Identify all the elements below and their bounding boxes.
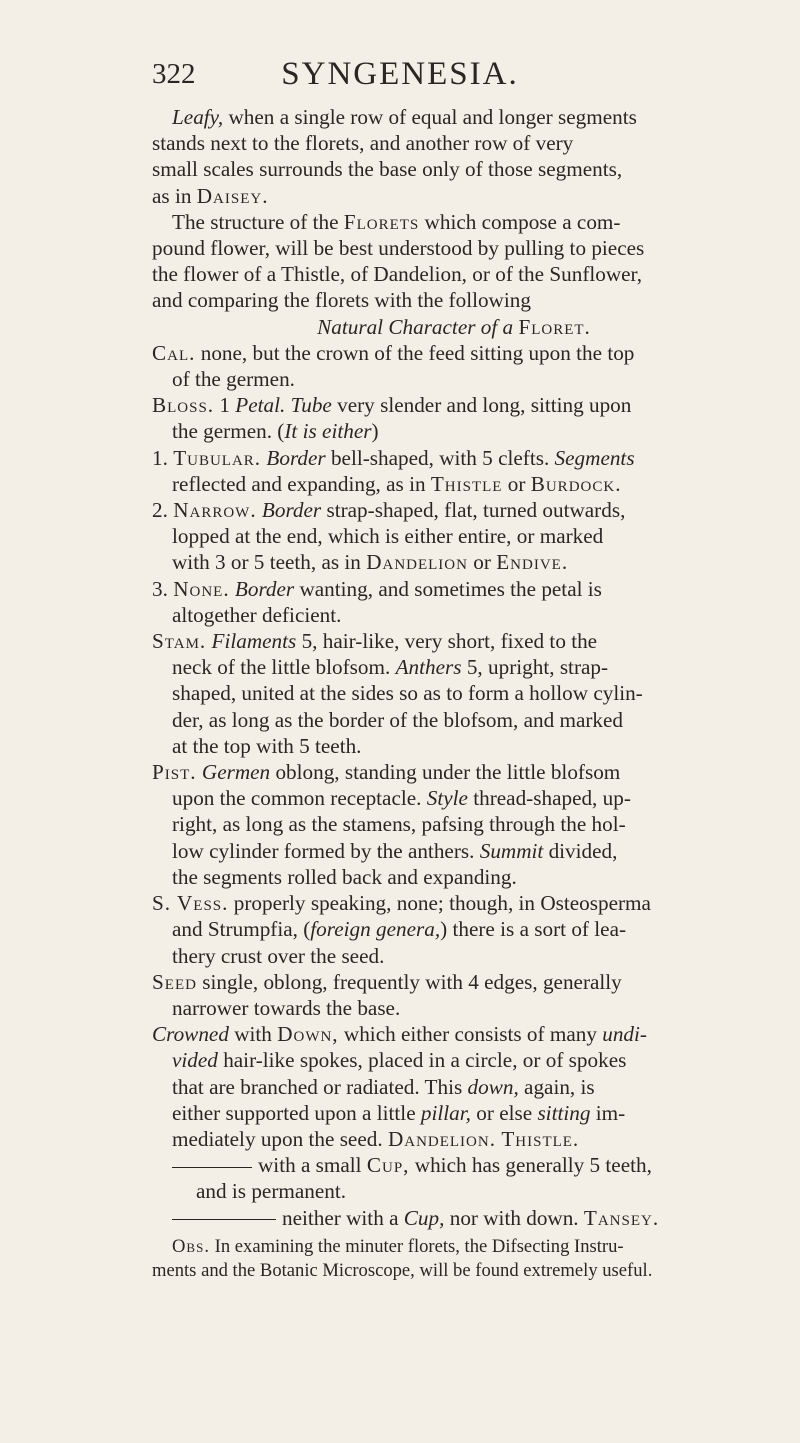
text-line: and is permanent. [196,1179,347,1204]
text-line: as in Daisey. [152,183,269,208]
text-line: Leafy, when a single row of equal and longer segments [172,105,637,129]
text-line: of the germen. [172,367,295,392]
text-line: der, as long as the border of the blofsom, and marked [172,707,624,732]
text-line: at the top with 5 teeth. [172,733,362,758]
text-line: the flower of a Thistle, of Dandelion, or of the Sunflower, [152,262,643,287]
ditto-rule [172,1167,252,1168]
text-line: thery crust over the seed. [172,943,385,968]
text-line: with a small Cup, which has generally 5 teeth, [152,1152,756,1178]
text-line: 2. Narrow. Border strap-shaped, flat, turned outwards, [152,498,626,523]
text-line: that are branched or radiated. This down, again, is [172,1074,595,1099]
text-line: narrower towards the base. [172,995,401,1020]
text-line: Stam. Filaments 5, hair-like, very short, fixed to the [152,629,598,654]
text-line: Bloss. 1 Petal. Tube very slender and long, sitting upon [152,393,632,418]
page-body [152,104,756,1283]
text-line: 1. Tubular. Border bell-shaped, with 5 clefts. Segments [152,445,635,470]
text-line: either supported upon a little pillar, or else sitting im- [172,1100,626,1125]
text-line: Cal. none, but the crown of the feed sitting upon the top [152,340,635,365]
page-number: 322 [152,58,196,90]
section-heading: Natural Character of a Floret. [317,314,591,339]
obs-note: Obs. In examining the minuter florets, the Difsecting Instru- [172,1235,624,1257]
text-line: S. Vess. properly speaking, none; though, in Osteosperma [152,891,651,916]
text-line: lopped at the end, which is either entire, or marked [172,524,604,549]
text-line: reflected and expanding, as in Thistle or Burdock. [172,471,622,496]
text-line: upon the common receptacle. Style thread-shaped, up- [172,786,631,811]
text-line: small scales surrounds the base only of those segments, [152,157,623,182]
text-line: pound flower, will be best understood by pulling to pieces [152,236,645,261]
text-line: and Strumpfia, (foreign genera,) there is a sort of lea- [172,917,627,942]
obs-note: ments and the Botanic Microscope, will be found extremely useful. [152,1259,653,1281]
text-line: Crowned with Down, which either consists of many undi- [152,1022,647,1047]
ditto-rule [172,1219,276,1220]
running-title: SYNGENESIA. [281,56,519,92]
text-line: Pist. Germen oblong, standing under the little blofsom [152,760,621,785]
text-line: neck of the little blofsom. Anthers 5, upright, strap- [172,655,609,680]
page-header [0,58,800,98]
text-line: low cylinder formed by the anthers. Summit divided, [172,838,618,863]
text-line: and comparing the florets with the following [152,288,531,313]
text-line: altogether deficient. [172,602,342,627]
text-line: The structure of the Florets which compose a com- [172,209,621,234]
text-line: right, as long as the stamens, pafsing through the hol- [172,812,626,837]
text-line: Seed single, oblong, frequently with 4 edges, generally [152,969,622,994]
text-line: the segments rolled back and expanding. [172,864,517,889]
text-line: stands next to the florets, and another row of very [152,131,574,156]
text-line: neither with a Cup, nor with down. Tansey. [152,1205,756,1231]
text-line: with 3 or 5 teeth, as in Dandelion or Endive. [172,550,569,575]
text-line: vided hair-like spokes, placed in a circle, or of spokes [172,1048,627,1073]
text-line: the germen. (It is either) [172,419,379,444]
text-line: 3. None. Border wanting, and sometimes the petal is [152,576,602,601]
text-line: shaped, united at the sides so as to form a hollow cylin- [172,681,643,706]
text-line: mediately upon the seed. Dandelion. Thistle. [172,1126,580,1151]
